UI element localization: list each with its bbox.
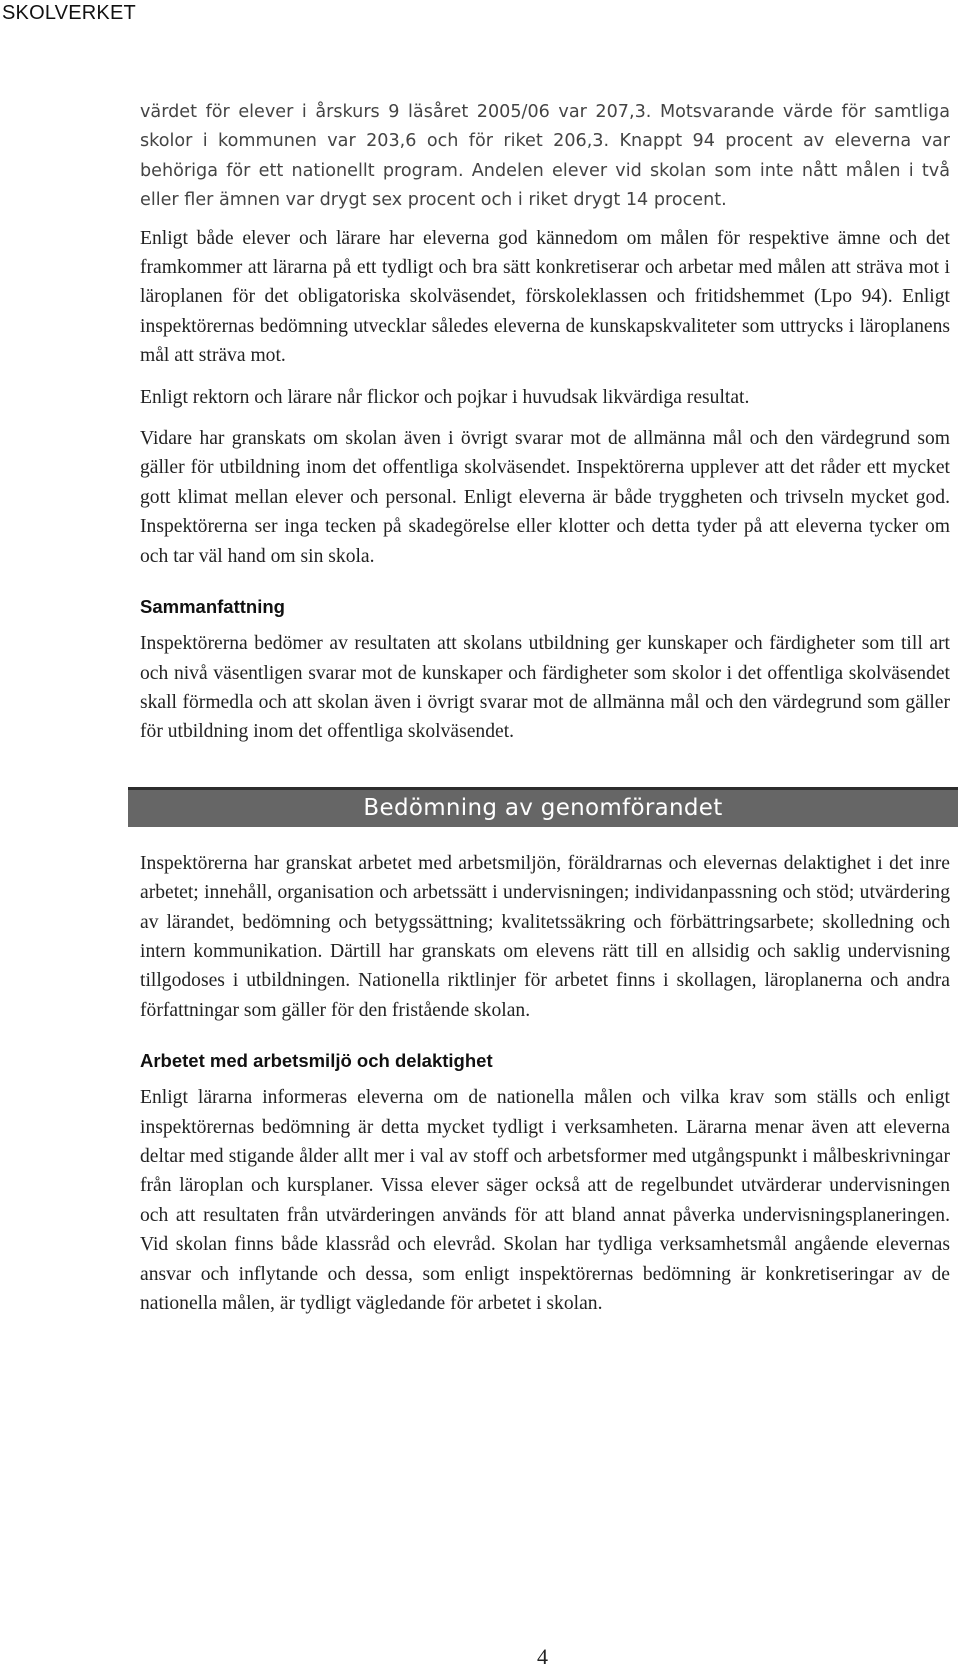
document-body <box>140 98 950 1330</box>
heading-summary: Sammanfattning <box>140 596 285 618</box>
heading-work-environment: Arbetet med arbetsmiljö och delaktighet <box>140 1050 493 1072</box>
paragraph-equal-results: Enligt rektorn och lärare når flickor och pojkar i huvudsak likvärdiga resultat. <box>140 386 750 408</box>
paragraph-values: Vidare har granskats om skolan även i övrigt svarar mot de allmänna mål och den värdegrund som gäller för utbildning inom det offentliga skolväsendet. Inspektörerna upplever att det råder ett mycket gott klimat mellan elever och personal. Enligt eleverna är både tryggheten och trivseln mycket god. Inspektörerna ser inga tecken på skadegörelse eller klotter och detta tyder på att eleverna tycker om och tar väl hand om sin skola. <box>140 428 950 567</box>
paragraph-summary: Inspektörerna bedömer av resultaten att skolans utbildning ger kunskaper och färdigheter som till art och nivå väsentligen svarar mot de kunskaper och färdigheter som skolor i det offentliga skolväsendet skall förmedla och att skolan även i övrigt svarar mot de allmänna mål och den värdegrund som gäller för utbildning inom det offentliga skolväsendet. <box>140 633 950 743</box>
paragraph-review-scope: Inspektörerna har granskat arbetet med arbetsmiljön, föräldrarnas och elevernas delaktighet i det inre arbetet; innehåll, organisation och arbetssätt i undervisningen; individanpassning och stöd; utvärdering av lärandet, bedömning och betygssättning; kvalitetssäkring och förbättringsarbete; skolledning och intern kommunikation. Därtill har granskats om elevens rätt till en allsidig och saklig undervisning tillgodoses i utbildningen. Nationella riktlinjer för arbetet finns i skollagen, läroplanerna och andra författningar som gäller för den fristående skolan. <box>140 852 950 1021</box>
page-number: 4 <box>537 1644 548 1669</box>
paragraph-goal-knowledge: Enligt både elever och lärare har eleverna god kännedom om målen för respektive ämne och det framkommer att lärarna på ett tydligt och bra sätt konkretiserar och arbetar med målen att sträva mot i läroplanen för det obligatoriska skolväsendet, förskoleklassen och fritidshemmet (Lpo 94). Enligt inspektörernas bedömning utvecklar således eleverna de kunskapskvaliteter som uttrycks i läroplanens mål att sträva mot. <box>140 227 950 367</box>
section-title: Bedömning av genomförandet <box>363 795 723 822</box>
section-banner <box>128 787 958 827</box>
paragraph-results: värdet för elever i årskurs 9 läsåret 2005/06 var 207,3. Motsvarande värde för samtliga skolor i kommunen var 203,6 och för riket 206,3. Knappt 94 procent av eleverna var behöriga för ett nationellt program. Andelen elever vid skolan som inte nått målen i två eller fler ämnen var drygt sex procent och i riket drygt 14 procent. <box>140 102 950 211</box>
running-header: SKOLVERKET <box>2 2 136 24</box>
paragraph-work-environment: Enligt lärarna informeras eleverna om de nationella målen och vilka krav som ställs och enligt inspektörernas bedömning är detta mycket tydligt i verksamheten. Lärarna menar även att eleverna deltar med stigande ålder allt mer i val av stoff och arbetsformer med utgångspunkt i målbeskrivningar från läroplan och kursplaner. Vissa elever säger också att de regelbundet utvärderar undervisningen och att resultaten från utvärderingen används för att bland annat påverka undervisningsplaneringen. Vid skolan finns både klassråd och elevråd. Skolan har tydliga verksamhetsmål angående elevernas ansvar och inflytande och dessa, som enligt inspektörernas bedömning är konkretiseringar av de nationella målen, är tydligt vägledande för arbetet i skolan. <box>140 1087 950 1314</box>
